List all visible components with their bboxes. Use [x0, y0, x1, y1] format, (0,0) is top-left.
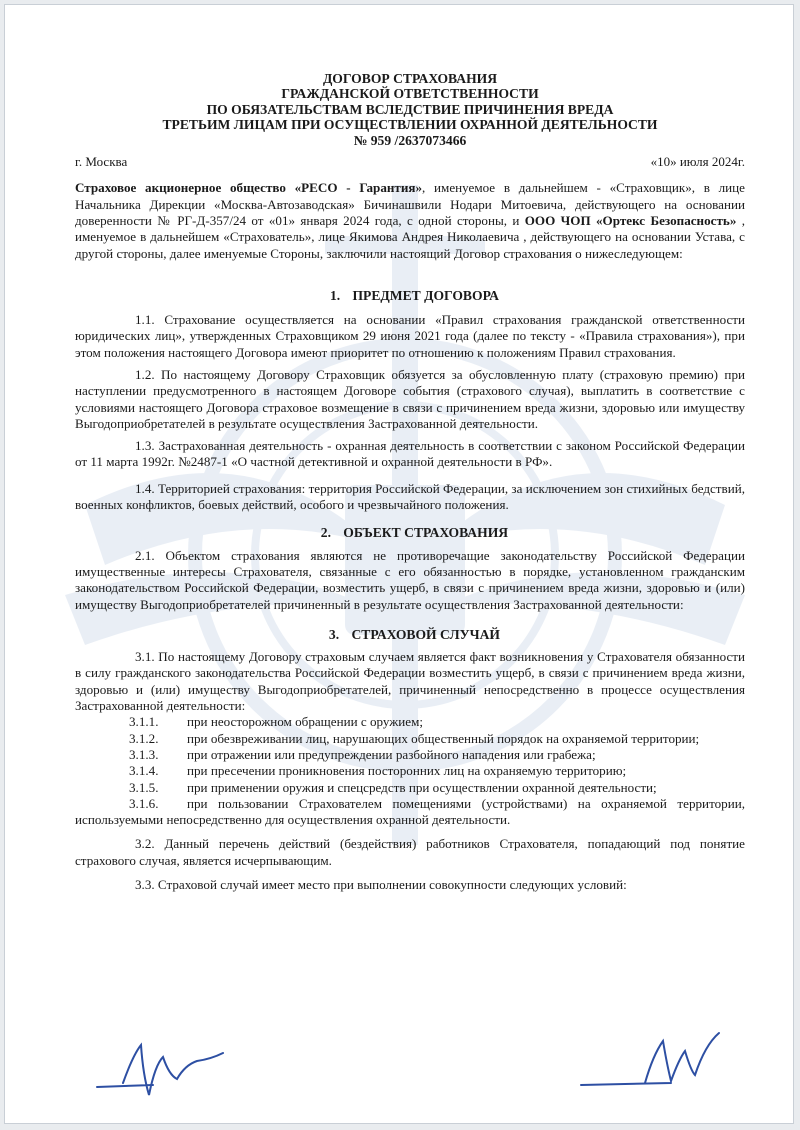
- subclause-text: при применении оружия и спецсредств при осуществлении охранной деятельности;: [187, 779, 657, 795]
- section-title: ОБЪЕКТ СТРАХОВАНИЯ: [343, 525, 509, 541]
- document-page: [4, 4, 794, 1124]
- clause-paragraph: 1.2. По настоящему Договору Страховщик обязуется за обусловленную плату (страховую премию) при наступлении предусмотренного в настоящем Договоре события (страхового случая), выплатить в соответствие с условиями настоящего Договора страховое возмещение в связи с причинением вреда жизни, здоровью или имуществу Выгодоприобретателей в результате осуществления Застрахованной деятельности.: [75, 367, 745, 431]
- subclause-number: 3.1.1.: [129, 714, 159, 730]
- insured-signature: [575, 1025, 735, 1105]
- intro-text: , именуемое в дальнейшем «Страхователь», лице Якимова Андрея Николаевича , действующего на основании Устава, с другой стороны, далее именуемые Стороны, заключили настоящий Договор страхования о нижеследующем:: [75, 212, 746, 261]
- intro-text: , именуемое в дальнейшем - «Страховщик», в лице Начальника Дирекции «Москва-Автозаводская» Бичинашвили Нодари Митоевича, действующего на основании доверенности № РГ-Д-357/24 от «01» января 2024 года, с одной стороны, и: [75, 180, 745, 228]
- subclause-number: 3.1.4.: [129, 763, 159, 779]
- insurer-name: Страховое акционерное общество «РЕСО - Гарантия»: [75, 180, 423, 196]
- section-number: 1.: [329, 287, 341, 303]
- subclause-number: 3.1.2.: [129, 730, 159, 746]
- section-title: СТРАХОВОЙ СЛУЧАЙ: [351, 626, 500, 642]
- title-line: ДОГОВОР СТРАХОВАНИЯ: [322, 71, 498, 86]
- clause-paragraph: 2.1. Объектом страхования являются не противоречащие законодательству Российской Федерации имущественные интересы Страхователя, связанные с его обязанностью в порядке, установленном гражданским законодательством Российской Федерации, возместить ущерб, в связи с причинением вреда жизни, здоровью и (или) имуществу Выгодоприобретателей причиненный в результате осуществления Застрахованной деятельности:: [75, 547, 745, 612]
- clause-paragraph: 3.2. Данный перечень действий (бездействия) работников Страхователя, попадающий под понятие страхового случая, является исчерпывающим.: [75, 836, 745, 868]
- clause-paragraph: 1.1. Страхование осуществляется на основании «Правил страхования гражданской ответственности юридических лиц», утвержденных Страховщиком 29 июня 2021 года (далее по тексту - «Правила страхования»), при этом положения настоящего Договора имеют приоритет по отношению к положениям Правил страхования.: [75, 312, 745, 360]
- document-body: [75, 71, 745, 893]
- intro-paragraph: [75, 180, 745, 261]
- clause-paragraph: 1.3. Застрахованная деятельность - охранная деятельность в соответствии с законом Российской Федерации от 11 марта 1992г. №2487-1 «О частной детективной и охранной деятельности в РФ».: [75, 438, 745, 470]
- city: г. Москва: [75, 154, 128, 170]
- subclause: [75, 747, 745, 763]
- subclause-text: при неосторожном обращении с оружием;: [187, 714, 424, 730]
- subclause-text: при пресечении проникновения посторонних лиц на охраняемую территорию;: [187, 763, 627, 779]
- title-line: ПО ОБЯЗАТЕЛЬСТВАМ ВСЛЕДСТВИЕ ПРИЧИНЕНИЯ ВРЕДА: [206, 101, 614, 117]
- section-heading: [75, 288, 745, 304]
- subclause: [75, 780, 745, 796]
- section-heading: [75, 627, 745, 643]
- contract-number: № 959 /2637073466: [353, 132, 467, 148]
- insured-name: ООО ЧОП «Ортекс Безопасность»: [524, 212, 737, 228]
- section-number: 2.: [320, 525, 331, 541]
- subclause-number: 3.1.5.: [129, 779, 159, 795]
- subclause: [75, 763, 745, 779]
- section-heading: [75, 525, 745, 541]
- subclause-text: при обезвреживании лиц, нарушающих общественный порядок на охраняемой территории;: [187, 730, 700, 746]
- place-date-line: [75, 154, 745, 170]
- section-title: ПРЕДМЕТ ДОГОВОРА: [352, 287, 499, 303]
- title-line: ГРАЖДАНСКОЙ ОТВЕТСТВЕННОСТИ: [281, 86, 539, 102]
- subclause: [75, 796, 745, 829]
- subclause-text: при пользовании Страхователем помещениями (устройствами) на охраняемой территории, используемыми непосредственно для осуществления охранной деятельности.: [75, 795, 745, 828]
- section-number: 3.: [328, 626, 340, 642]
- clause-paragraph: 1.4. Территорией страхования: территория Российской Федерации, за исключением зон стихийных бедствий, военных конфликтов, боевых действий, особого и чрезвычайного положения.: [75, 480, 745, 513]
- clause-paragraph: 3.3. Страховой случай имеет место при выполнении совокупности следующих условий:: [135, 877, 627, 893]
- clause-paragraph: 3.1. По настоящему Договору страховым случаем является факт возникновения у Страхователя обязанности в силу гражданского законодательства Российской Федерации возместить ущерб, в связи с причинением вреда жизни, здоровью и (или) имуществу Выгодоприобретателей, причиненный непосредственно в процессе осуществления Застрахованной деятельности:: [75, 649, 745, 714]
- subclause-number: 3.1.6.: [129, 795, 159, 811]
- subclause: [75, 731, 745, 747]
- subclause-number: 3.1.3.: [129, 746, 159, 762]
- title-line: ТРЕТЬИМ ЛИЦАМ ПРИ ОСУЩЕСТВЛЕНИИ ОХРАННОЙ ДЕЯТЕЛЬНОСТИ: [162, 117, 658, 133]
- document-title: [75, 71, 745, 148]
- subclause: [75, 714, 745, 730]
- insurer-signature: [93, 1035, 233, 1105]
- contract-date: «10» июля 2024г.: [650, 154, 745, 170]
- subclause-text: при отражении или предупреждении разбойного нападения или грабежа;: [187, 746, 596, 762]
